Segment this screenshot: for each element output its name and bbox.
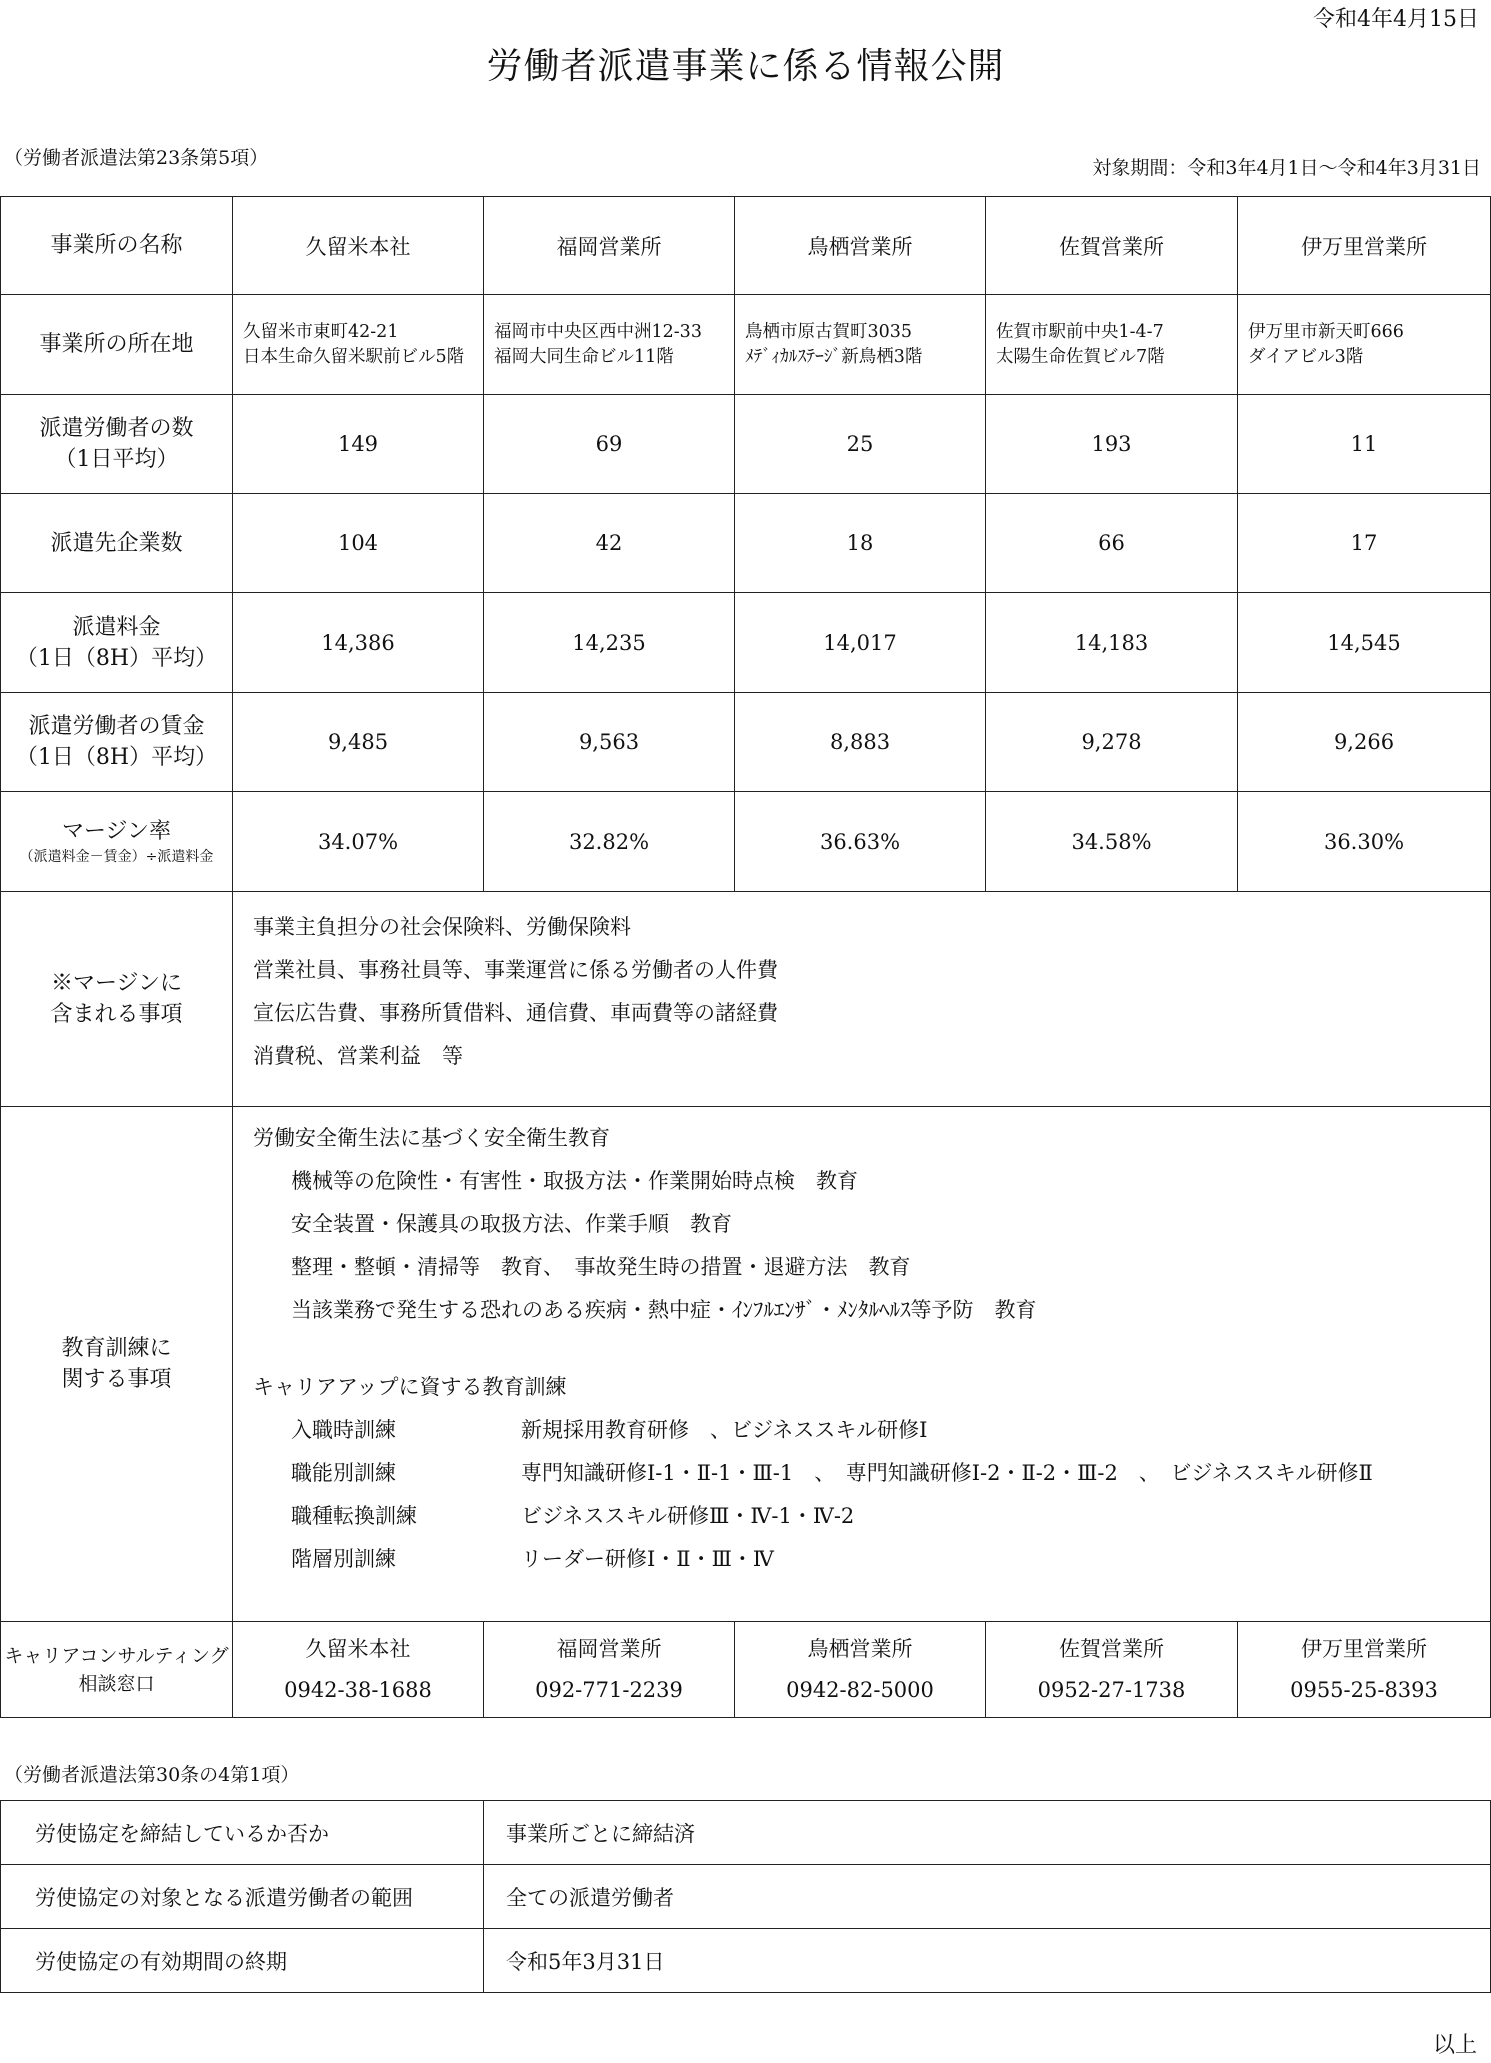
- law-note-23: （労働者派遣法第23条第5項）: [4, 147, 269, 169]
- office-address: 福岡市中央区西中洲12-33 福岡大同生命ビル11階: [484, 295, 735, 395]
- agreement-value: 全ての派遣労働者: [484, 1865, 1491, 1929]
- office-name: 久留米本社: [233, 197, 484, 295]
- label-dispatch-fee: 派遣料金 （1日（8H）平均）: [1, 593, 233, 693]
- label-worker-count: 派遣労働者の数 （1日平均）: [1, 395, 233, 494]
- consult-contact: 久留米本社 0942-38-1688: [233, 1622, 484, 1718]
- label-worker-wage: 派遣労働者の賃金 （1日（8H）平均）: [1, 693, 233, 792]
- office-address: 佐賀市駅前中央1-4-7 太陽生命佐賀ビル7階: [986, 295, 1238, 395]
- career-item: 階層別訓練 リーダー研修Ⅰ・Ⅱ・Ⅲ・Ⅳ: [291, 1547, 774, 1571]
- target-period: 対象期間：令和3年4月1日～令和4年3月31日: [1092, 157, 1481, 179]
- agreement-value: 事業所ごとに締結済: [484, 1801, 1491, 1865]
- client-count: 17: [1238, 494, 1491, 593]
- worker-count: 193: [986, 395, 1238, 494]
- agreement-label: 労使協定の有効期間の終期: [1, 1929, 484, 1993]
- agreement-label: 労使協定の対象となる派遣労働者の範囲: [1, 1865, 484, 1929]
- worker-count: 69: [484, 395, 735, 494]
- label-office-name: 事業所の名称: [1, 197, 233, 295]
- margin-items-list: [233, 892, 1491, 1107]
- consult-contact: 佐賀営業所 0952-27-1738: [986, 1622, 1238, 1718]
- label-client-count: 派遣先企業数: [1, 494, 233, 593]
- margin-item: 事業主負担分の社会保険料、労働保険料: [253, 915, 631, 939]
- career-heading: キャリアアップに資する教育訓練: [253, 1375, 567, 1399]
- worker-wage: 8,883: [735, 693, 986, 792]
- office-name: 福岡営業所: [484, 197, 735, 295]
- label-office-address: 事業所の所在地: [1, 295, 233, 395]
- client-count: 66: [986, 494, 1238, 593]
- safety-item: 機械等の危険性・有害性・取扱方法・作業開始時点検 教育: [291, 1169, 858, 1193]
- page-title: 労働者派遣事業に係る情報公開: [486, 46, 1005, 87]
- label-education: 教育訓練に 関する事項: [1, 1107, 233, 1622]
- safety-item: 当該業務で発生する恐れのある疾病・熱中症・ｲﾝﾌﾙｴﾝｻﾞ・ﾒﾝﾀﾙﾍﾙｽ等予防 教育: [291, 1298, 1037, 1322]
- dispatch-fee: 14,017: [735, 593, 986, 693]
- consult-contact: 伊万里営業所 0955-25-8393: [1238, 1622, 1491, 1718]
- safety-heading: 労働安全衛生法に基づく安全衛生教育: [253, 1126, 610, 1150]
- label-margin-items: ※マージンに 含まれる事項: [1, 892, 233, 1107]
- worker-wage: 9,266: [1238, 693, 1491, 792]
- margin-rate: 36.30%: [1238, 792, 1491, 892]
- agreement-label: 労使協定を締結しているか否か: [1, 1801, 484, 1865]
- margin-rate: 34.58%: [986, 792, 1238, 892]
- dispatch-fee: 14,545: [1238, 593, 1491, 693]
- margin-item: 営業社員、事務社員等、事業運営に係る労働者の人件費: [253, 958, 778, 982]
- client-count: 42: [484, 494, 735, 593]
- margin-rate: 32.82%: [484, 792, 735, 892]
- office-address: 鳥栖市原古賀町3035 ﾒﾃﾞｨｶﾙｽﾃｰｼﾞ新鳥栖3階: [735, 295, 986, 395]
- margin-rate: 34.07%: [233, 792, 484, 892]
- dispatch-fee: 14,235: [484, 593, 735, 693]
- law-note-30: （労働者派遣法第30条の4第1項）: [4, 1764, 300, 1786]
- label-career-consulting: キャリアコンサルティング 相談窓口: [1, 1622, 233, 1718]
- office-name: 佐賀営業所: [986, 197, 1238, 295]
- label-margin-rate: マージン率 （派遣料金－賃金）÷派遣料金: [1, 792, 233, 892]
- worker-count: 11: [1238, 395, 1491, 494]
- education-list: [233, 1107, 1491, 1622]
- office-name: 鳥栖営業所: [735, 197, 986, 295]
- margin-item: 消費税、営業利益 等: [253, 1044, 463, 1068]
- worker-wage: 9,485: [233, 693, 484, 792]
- office-name: 伊万里営業所: [1238, 197, 1491, 295]
- worker-count: 149: [233, 395, 484, 494]
- labor-agreement-table: [0, 1800, 1491, 1993]
- end-mark: 以上: [1432, 2033, 1477, 2058]
- worker-count: 25: [735, 395, 986, 494]
- agreement-value: 令和5年3月31日: [484, 1929, 1491, 1993]
- office-address: 久留米市東町42-21 日本生命久留米駅前ビル5階: [233, 295, 484, 395]
- client-count: 18: [735, 494, 986, 593]
- safety-item: 整理・整頓・清掃等 教育、 事故発生時の措置・退避方法 教育: [291, 1255, 911, 1279]
- document-date: 令和4年4月15日: [1313, 7, 1479, 32]
- dispatch-fee: 14,183: [986, 593, 1238, 693]
- margin-rate: 36.63%: [735, 792, 986, 892]
- worker-wage: 9,563: [484, 693, 735, 792]
- client-count: 104: [233, 494, 484, 593]
- consult-contact: 鳥栖営業所 0942-82-5000: [735, 1622, 986, 1718]
- margin-item: 宣伝広告費、事務所賃借料、通信費、車両費等の諸経費: [253, 1001, 778, 1025]
- worker-wage: 9,278: [986, 693, 1238, 792]
- career-item: 職能別訓練 専門知識研修Ⅰ-1・Ⅱ-1・Ⅲ-1 、 専門知識研修Ⅰ-2・Ⅱ-2・Ⅲ-2 、 ビジネススキル研修Ⅱ: [291, 1461, 1373, 1485]
- safety-item: 安全装置・保護具の取扱方法、作業手順 教育: [291, 1212, 732, 1236]
- consult-contact: 福岡営業所 092-771-2239: [484, 1622, 735, 1718]
- office-info-table: [0, 196, 1491, 1718]
- career-item: 職種転換訓練 ビジネススキル研修Ⅲ・Ⅳ-1・Ⅳ-2: [291, 1504, 855, 1528]
- office-address: 伊万里市新天町666 ダイアビル3階: [1238, 295, 1491, 395]
- career-item: 入職時訓練 新規採用教育研修 、ビジネススキル研修Ⅰ: [291, 1418, 928, 1442]
- dispatch-fee: 14,386: [233, 593, 484, 693]
